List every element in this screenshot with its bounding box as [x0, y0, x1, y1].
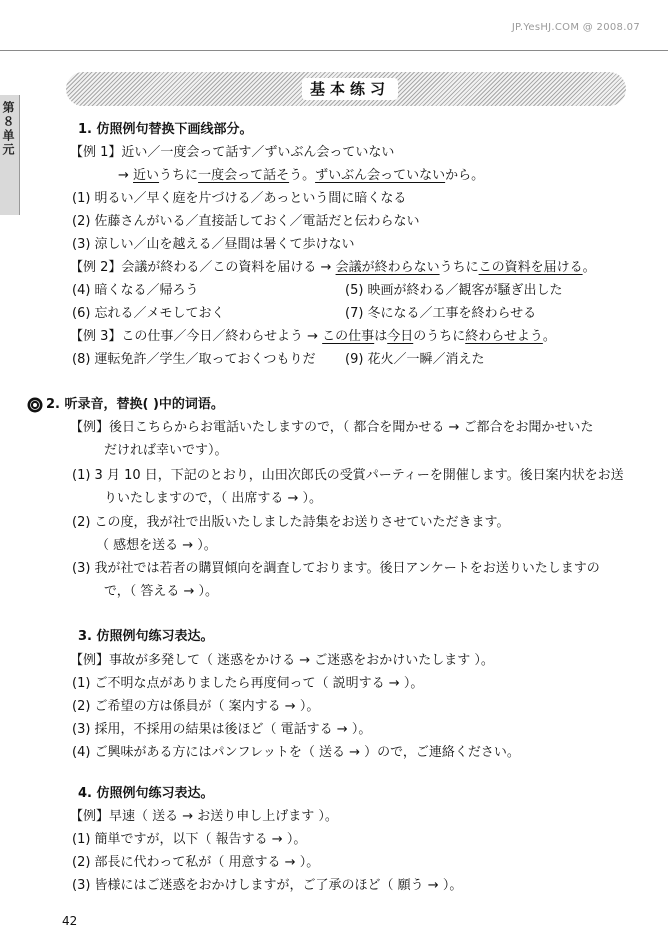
section-3-item-1: (1) ご不明な点がありましたら再度伺って（ 説明する → ）。 [72, 676, 424, 691]
section-2-item-1-line-2: りいたしますので，（ 出席する → ）。 [104, 491, 323, 506]
example-text: うちに [439, 260, 479, 275]
underline-text: 今日 [387, 329, 414, 344]
section-1-example-1: 【例 1】近い／一度会って話す／ずいぶん会っていない [70, 145, 395, 160]
answer-text: うちに [159, 168, 199, 183]
example-text: 。 [582, 260, 596, 275]
section-3-item-3: (3) 採用，不採用の結果は後ほど（ 電話する → ）。 [72, 722, 372, 737]
section-2-heading: 2. 听录音，替换( )中的词语。 [46, 397, 224, 412]
page-title: 基本练习 [302, 78, 398, 100]
section-1-heading: 1. 仿照例句替换下画线部分。 [78, 122, 253, 137]
example-text: 【例 2】会議が終わる／この資料を届ける → [70, 260, 336, 275]
section-1-item-2: (2) 佐藤さんがいる／直接話しておく／電話だと伝わらない [72, 214, 420, 229]
section-1-example-1-answer [118, 167, 484, 185]
example-text: のうちに [413, 329, 466, 344]
section-4-item-3: (3) 皆様にはご迷惑をおかけしますが，ご了承のほど（ 願う → ）。 [72, 878, 463, 893]
answer-text: う。 [289, 168, 316, 183]
section-1-item-3: (3) 涼しい／山を越える／昼間は暑くて歩けない [72, 237, 355, 252]
underline-text: 一度会って話そ [198, 168, 290, 183]
section-1-item-7: (7) 冬になる／工事を終わらせる [345, 306, 537, 321]
section-4-example: 【例】早速（ 送る → お送り申し上げます ）。 [70, 809, 338, 824]
section-2-example-line-2: だければ幸いです）。 [104, 443, 228, 458]
underline-text: この資料を届ける [478, 260, 583, 275]
example-text: 【例 3】この仕事／今日／終わらせよう → [70, 329, 323, 344]
section-1-item-1: (1) 明るい／早く庭を片づける／あっという間に暗くなる [72, 191, 407, 206]
underline-text: 会議が終わらない [335, 260, 440, 275]
section-2-item-3-line-1: (3) 我が社では若者の購買傾向を調査しております。後日アンケートをお送りいたしますの [72, 561, 600, 576]
section-3-item-2: (2) ご希望の方は係員が（ 案内する → ）。 [72, 699, 320, 714]
section-4-heading: 4. 仿照例句练习表达。 [78, 786, 214, 801]
section-4-item-1: (1) 簡単ですが，以下（ 報告する → ）。 [72, 832, 307, 847]
section-2-item-2-line-1: (2) この度，我が社で出版いたしました詩集をお送りさせていただきます。 [72, 515, 510, 530]
section-1-example-2 [70, 259, 596, 277]
underline-text: 近い [133, 168, 160, 183]
section-1-item-4: (4) 暗くなる／帰ろう [72, 283, 199, 298]
example-text: は [374, 329, 388, 344]
section-3-example: 【例】事故が多発して（ 迷惑をかける → ご迷惑をおかけいたします ）。 [70, 653, 494, 668]
page-number: 42 [62, 914, 78, 928]
section-1-item-9: (9) 花火／一瞬／消えた [345, 352, 485, 367]
answer-arrow: → [118, 168, 134, 183]
watermark: JP.YesHJ.COM @ 2008.07 [511, 22, 640, 33]
underline-text: ずいぶん会っていない [315, 168, 446, 183]
section-2-item-3-line-2: で，（ 答える → ）。 [104, 584, 219, 599]
audio-cd-icon[interactable] [27, 397, 43, 413]
section-1-item-6: (6) 忘れる／メモしておく [72, 306, 225, 321]
unit-side-tab-label: 第８单元 [1, 101, 15, 157]
section-2-item-2-line-2: （ 感想を送る → ）。 [96, 538, 217, 553]
section-1-example-3 [70, 328, 556, 346]
underline-text: この仕事 [322, 329, 375, 344]
section-4-item-2: (2) 部長に代わって私が（ 用意する → ）。 [72, 855, 320, 870]
section-3-item-4: (4) ご興味がある方にはパンフレットを（ 送る → ）ので，ご連絡ください。 [72, 745, 520, 760]
section-3-heading: 3. 仿照例句练习表达。 [78, 629, 214, 644]
section-1-item-8: (8) 運転免許／学生／取っておくつもりだ [72, 352, 316, 367]
answer-text: から。 [445, 168, 485, 183]
example-text: 。 [542, 329, 556, 344]
section-1-item-5: (5) 映画が終わる／観客が騒ぎ出した [345, 283, 563, 298]
section-2-item-1-line-1: (1) 3 月 10 日，下記のとおり，山田次郎氏の受賞パーティーを開催します。後日案内状をお送 [72, 468, 624, 483]
underline-text: 終わらせよう [465, 329, 543, 344]
section-2-example-line-1: 【例】後日こちらからお電話いたしますので，（ 都合を聞かせる → ご都合をお聞かせいた [70, 420, 594, 435]
